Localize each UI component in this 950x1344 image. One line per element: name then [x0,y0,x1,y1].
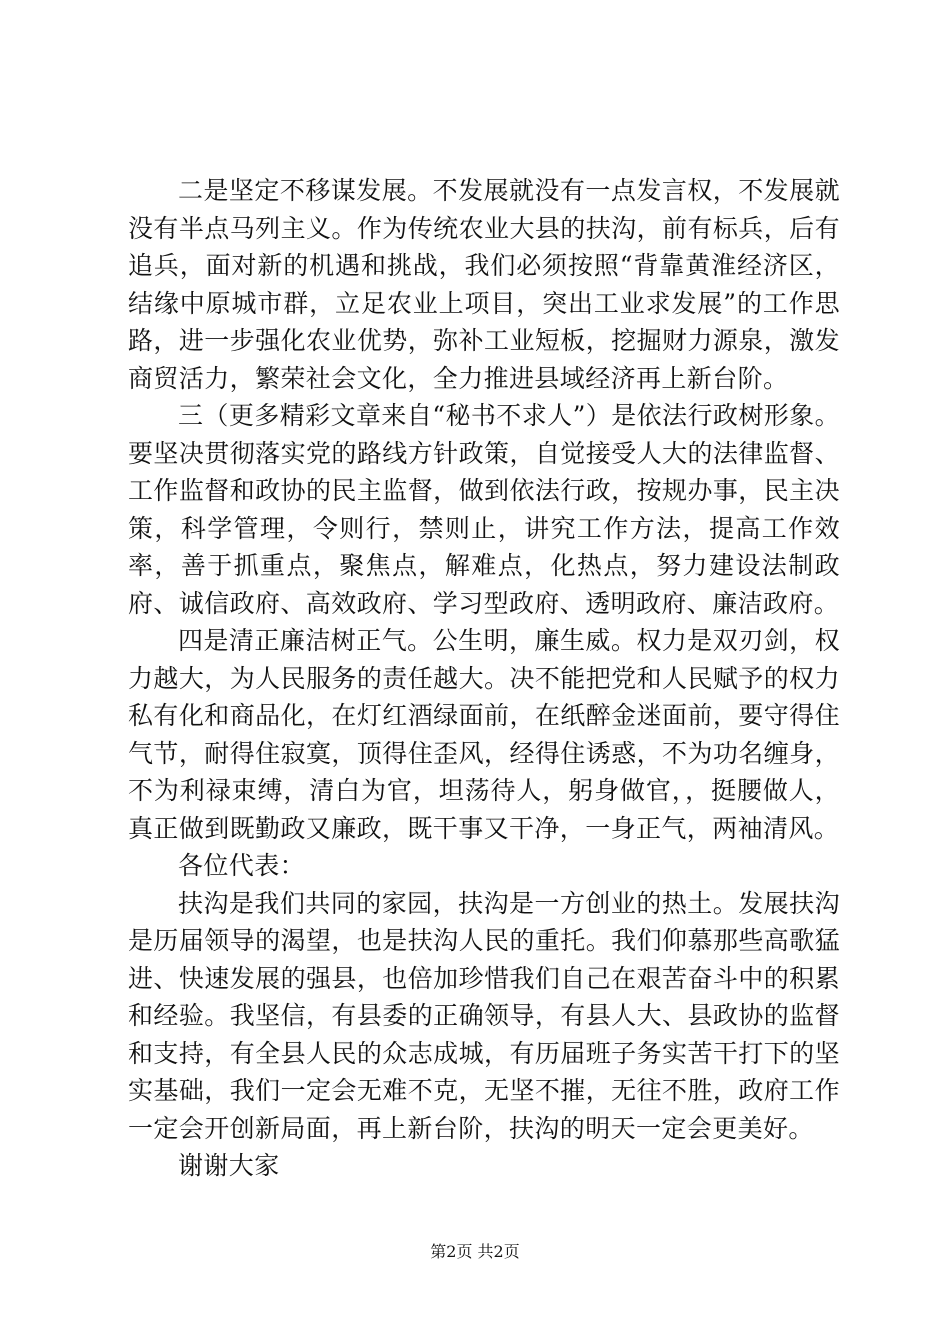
page-number-footer: 第2页 共2页 [430,1242,520,1261]
paragraph-thanks: 谢谢大家 [178,1151,280,1180]
document-body [128,172,840,1185]
paragraph-development: 二是坚定不移谋发展。不发展就没有一点发言权，不发展就没有半点马列主义。作为传统农业大县的扶沟，前有标兵，后有追兵，面对新的机遇和挑战，我们必须按照“背靠黄淮经济区，结缘中原城市群，立足农业上项目，突出工业求发展”的工作思路，进一步强化农业优势，弥补工业短板，挖掘财力源泉，激发商贸活力，繁荣社会文化，全力推进县域经济再上新台阶。 [128,176,840,393]
paragraph-integrity: 四是清正廉洁树正气。公生明，廉生威。权力是双刃剑，权力越大，为人民服务的责任越大。决不能把党和人民赋予的权力私有化和商品化，在灯红酒绿面前，在纸醉金迷面前，要守得住气节，耐得住寂寞，顶得住歪风，经得住诱惑，不为功名缠身，不为利禄束缚，清白为官，坦荡待人，躬身做官，，挺腰做人，真正做到既勤政又廉政，既干事又干净，一身正气，两袖清风。 [128,626,840,843]
paragraph-conclusion: 扶沟是我们共同的家园，扶沟是一方创业的热土。发展扶沟是历届领导的渴望，也是扶沟人民的重托。我们仰慕那些高歌猛进、快速发展的强县，也倍加珍惜我们自己在艰苦奋斗中的积累和经验。我坚信，有县委的正确领导，有县人大、县政协的监督和支持，有全县人民的众志成城，有历届班子务实苦干打下的坚实基础，我们一定会无难不克，无坚不摧，无往不胜，政府工作一定会开创新局面，再上新台阶，扶沟的明天一定会更美好。 [128,888,840,1143]
paragraph-rule-of-law: 三（更多精彩文章来自“秘书不求人”）是依法行政树形象。要坚决贯彻落实党的路线方针政策，自觉接受人大的法律监督、工作监督和政协的民主监督，做到依法行政，按规办事，民主决策，科学管理，令则行，禁则止，讲究工作方法，提高工作效率，善于抓重点，聚焦点，解难点，化热点，努力建设法制政府、诚信政府、高效政府、学习型政府、透明政府、廉洁政府。 [128,401,840,618]
paragraph-salutation: 各位代表： [178,851,306,880]
